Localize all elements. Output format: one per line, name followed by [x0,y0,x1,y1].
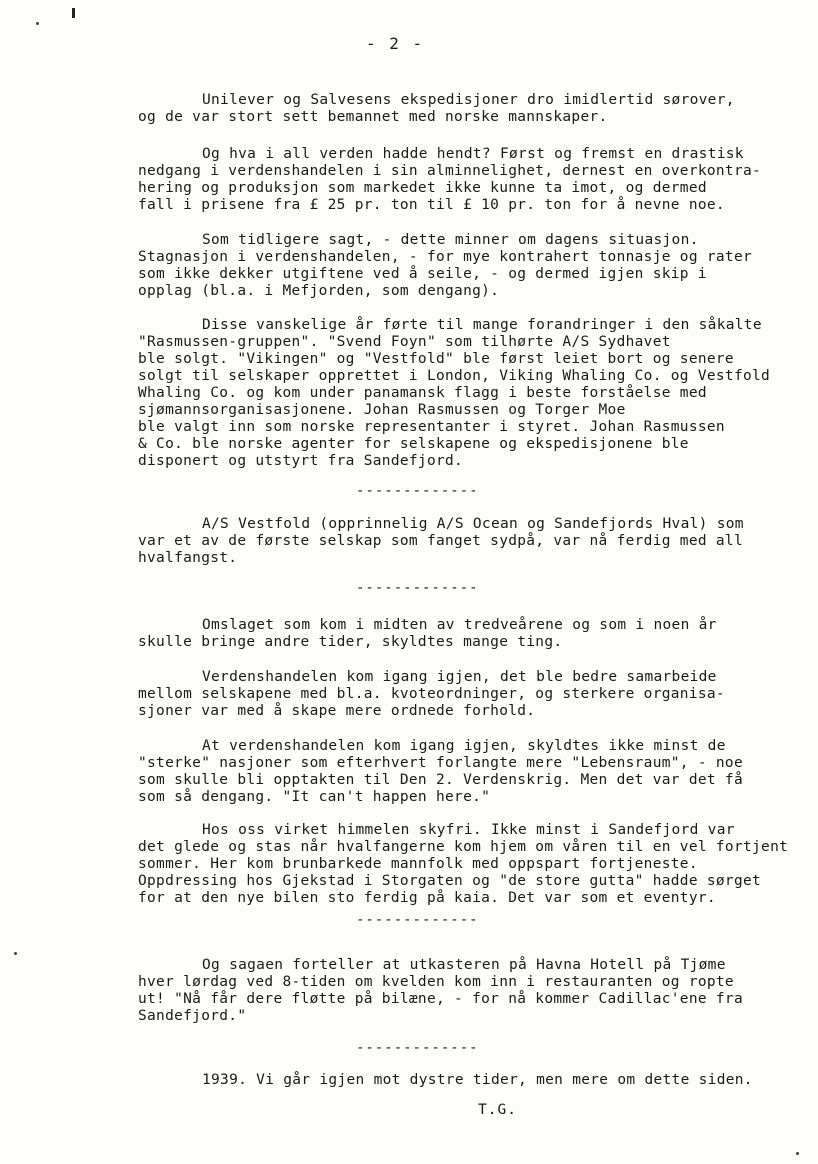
section-separator: ------------- [356,580,479,596]
paragraph [138,617,750,651]
paragraph [138,669,750,720]
paragraph [138,738,750,806]
text-line: hver lørdag ved 8-tiden om kvelden kom inn i restauranten og ropte [138,974,734,990]
text-line: sjoner var med å skape mere ordnede forhold. [138,703,536,719]
text-line: mellom selskapene med bl.a. kvoteordninger, og sterkere organisa- [138,686,725,702]
scan-speck [14,952,17,955]
text-line: det glede og stas når hvalfangerne kom hjem om våren til en vel fortjent [138,839,789,855]
text-line: Verdenshandelen kom igang igjen, det ble bedre samarbeide [202,669,717,685]
text-line: Som tidligere sagt, - dette minner om dagens situasjon. [202,232,699,248]
text-line: solgt til selskaper opprettet i London, Viking Whaling Co. og Vestfold [138,368,771,384]
paragraph [138,822,789,907]
text-line: Disse vanskelige år førte til mange forandringer i den såkalte [202,317,762,333]
signature: T.G. [478,1102,517,1118]
text-line: hvalfangst. [138,550,238,566]
text-line: nedgang i verdenshandelen i sin alminnelighet, dernest en overkontra- [138,163,762,179]
text-line: sommer. Her kom brunbarkede mannfolk med oppspart fortjeneste. [138,856,698,872]
text-line: "Rasmussen-gruppen". "Svend Foyn" som tilhørte A/S Sydhavet [138,334,671,350]
scan-speck [36,22,39,25]
text-line: 1939. Vi går igjen mot dystre tider, men mere om dette siden. [202,1072,753,1088]
text-line: A/S Vestfold (opprinnelig A/S Ocean og Sandefjords Hval) som [202,516,744,532]
page-number: - 2 - [366,34,425,53]
scan-speck [796,1152,799,1155]
text-line: ble solgt. "Vikingen" og "Vestfold" ble først leiet bort og senere [138,351,734,367]
text-line: Oppdressing hos Gjekstad i Storgaten og "de store gutta" hadde sørget [138,873,762,889]
section-separator: ------------- [356,483,479,499]
text-line: fall i prisene fra £ 25 pr. ton til £ 10 pr. ton for å nevne noe. [138,197,725,213]
paragraph [138,92,750,126]
text-line: som så dengang. "It can't happen here." [138,789,491,805]
text-line: Unilever og Salvesens ekspedisjoner dro imidlertid sørover, [202,92,735,108]
text-line: Hos oss virket himmelen skyfri. Ikke minst i Sandefjord var [202,822,735,838]
text-line: At verdenshandelen kom igang igjen, skyldtes ikke minst de [202,738,726,754]
text-line: var et av de første selskap som fanget sydpå, var nå ferdig med all [138,533,743,549]
paragraph [138,317,771,470]
paragraph [138,1072,753,1089]
text-line: Stagnasjon i verdenshandelen, - for mye kontrahert tonnasje og rater [138,249,753,265]
text-line: Og hva i all verden hadde hendt? Først og fremst en drastisk [202,146,744,162]
text-line: ut! "Nå får dere fløtte på bilæne, - for nå kommer Cadillac'ene fra [138,991,743,1007]
text-line: "sterke" nasjoner som efterhvert forlangte mere "Lebensraum", - noe [138,755,743,771]
section-separator: ------------- [356,912,479,928]
punch-mark [72,8,75,18]
text-line: opplag (bl.a. i Mefjorden, som dengang). [138,283,500,299]
text-line: som skulle bli opptakten til Den 2. Verdenskrig. Men det var det få [138,772,743,788]
text-line: og de var stort sett bemannet med norske mannskaper. [138,109,608,125]
text-line: Whaling Co. og kom under panamansk flagg i beste forståelse med [138,385,707,401]
text-line: som ikke dekker utgiftene ved å seile, - og dermed igjen skip i [138,266,707,282]
section-separator: ------------- [356,1040,479,1056]
paragraph [138,957,750,1025]
text-line: skulle bringe andre tider, skyldtes mange ting. [138,634,563,650]
text-line: Og sagaen forteller at utkasteren på Havna Hotell på Tjøme [202,957,726,973]
text-line: & Co. ble norske agenter for selskapene og ekspedisjonene ble [138,436,689,452]
paragraph [138,146,762,214]
text-line: ble valgt inn som norske representanter i styret. Johan Rasmussen [138,419,725,435]
text-line: for at den nye bilen sto ferdig på kaia. Det var som et eventyr. [138,890,716,906]
text-line: Sandefjord." [138,1008,247,1024]
text-line: Omslaget som kom i midten av tredveårene og som i noen år [202,617,717,633]
text-line: disponert og utstyrt fra Sandefjord. [138,453,464,469]
text-line: sjømannsorganisasjonene. Johan Rasmussen og Torger Moe [138,402,626,418]
paragraph [138,232,753,300]
paragraph [138,516,750,567]
text-line: hering og produksjon som markedet ikke kunne ta imot, og dermed [138,180,707,196]
